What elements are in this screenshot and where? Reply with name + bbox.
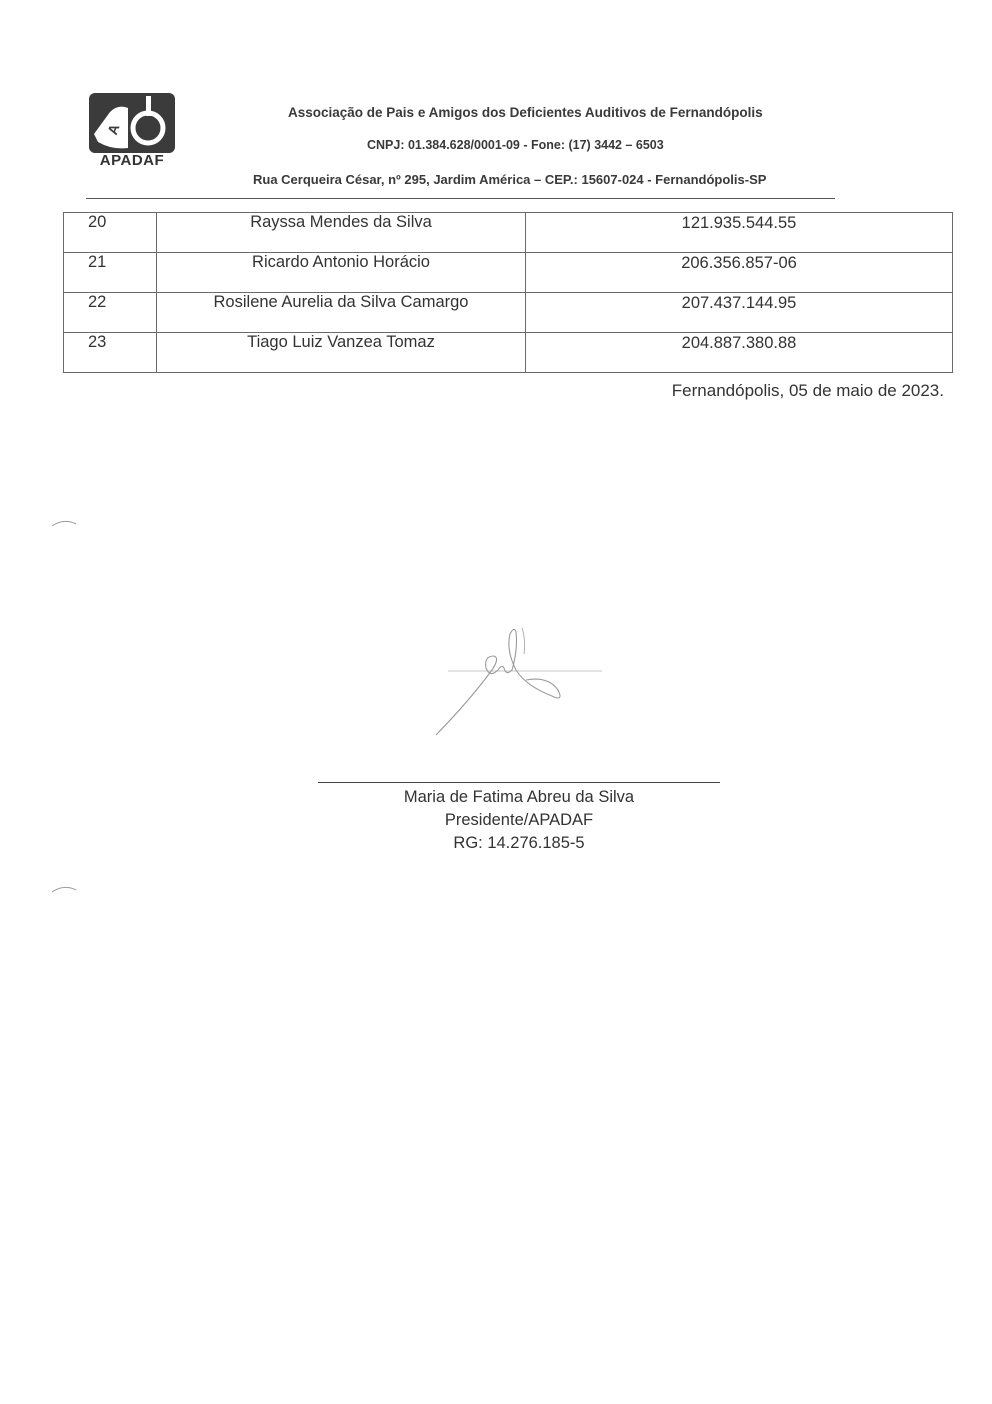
person-name: Tiago Luiz Vanzea Tomaz (247, 333, 435, 351)
organization-name: Associação de Pais e Amigos dos Deficientes Auditivos de Fernandópolis (288, 105, 763, 120)
row-number-cell (64, 293, 157, 333)
row-number: 22 (88, 293, 107, 311)
punch-hole-mark (50, 884, 78, 894)
signatory-block (318, 786, 720, 855)
row-number: 21 (88, 253, 107, 271)
person-id: 204.887.380.88 (681, 334, 797, 352)
table-row (64, 253, 953, 293)
handwritten-signature (430, 620, 610, 740)
name-cell (157, 253, 526, 293)
name-cell (157, 293, 526, 333)
svg-text:A: A (104, 121, 123, 137)
header-divider (86, 198, 835, 199)
person-id: 206.356.857-06 (681, 254, 797, 272)
id-cell (526, 253, 953, 293)
row-number-cell (64, 253, 157, 293)
apadaf-logo (86, 92, 178, 172)
punch-hole-mark (50, 518, 78, 528)
signatory-title: Presidente/APADAF (444, 811, 594, 829)
name-cell (157, 333, 526, 373)
row-number-cell (64, 333, 157, 373)
id-cell (526, 333, 953, 373)
signatory-rg: RG: 14.276.185-5 (453, 834, 585, 852)
cnpj-phone-line: CNPJ: 01.384.628/0001-09 - Fone: (17) 3442 – 6503 (367, 138, 664, 152)
signature-line (318, 782, 720, 783)
person-id: 121.935.544.55 (681, 214, 797, 232)
person-name: Rayssa Mendes da Silva (250, 213, 432, 231)
row-number: 23 (88, 333, 107, 351)
address-line: Rua Cerqueira César, nº 295, Jardim América – CEP.: 15607-024 - Fernandópolis-SP (253, 172, 767, 187)
id-cell (526, 293, 953, 333)
person-name: Rosilene Aurelia da Silva Camargo (213, 293, 469, 311)
person-id: 207.437.144.95 (681, 294, 797, 312)
signatory-name: Maria de Fatima Abreu da Silva (403, 788, 635, 806)
id-cell (526, 213, 953, 253)
ear-logo-icon (88, 92, 176, 154)
logo-wordmark: APADAF (99, 152, 165, 169)
row-number: 20 (88, 213, 107, 231)
table-row (64, 333, 953, 373)
name-cell (157, 213, 526, 253)
table-row (64, 213, 953, 253)
roster-table (63, 212, 953, 373)
table-row (64, 293, 953, 333)
person-name: Ricardo Antonio Horácio (252, 253, 430, 271)
date-line: Fernandópolis, 05 de maio de 2023. (671, 381, 944, 400)
row-number-cell (64, 213, 157, 253)
